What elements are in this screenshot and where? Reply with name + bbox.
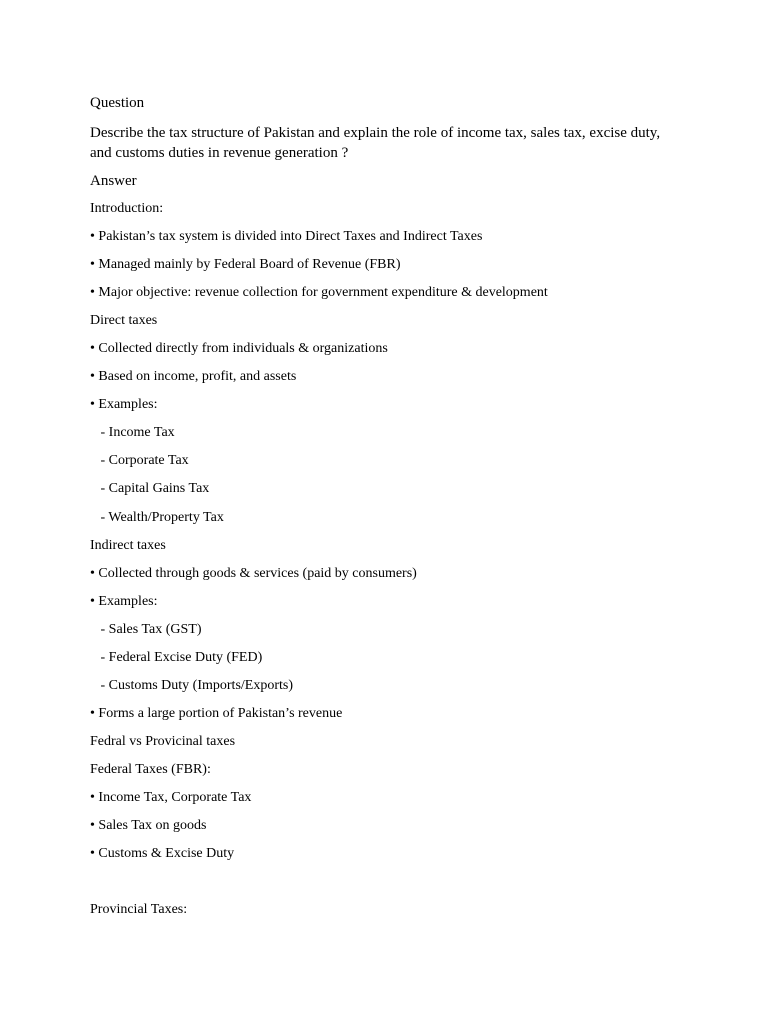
provincial-taxes-heading: Provincial Taxes: — [90, 902, 188, 917]
introduction-item: • Major objective: revenue collection for government expenditure & development — [90, 285, 548, 300]
direct-taxes-example: - Wealth/Property Tax — [90, 510, 224, 525]
federal-taxes-heading: Federal Taxes (FBR): — [90, 762, 211, 777]
indirect-taxes-heading: Indirect taxes — [90, 538, 166, 553]
direct-taxes-item: • Examples: — [90, 397, 158, 412]
indirect-taxes-item: • Collected through goods & services (paid by consumers) — [90, 566, 417, 581]
introduction-item: • Pakistan’s tax system is divided into Direct Taxes and Indirect Taxes — [90, 229, 483, 244]
indirect-taxes-item: • Forms a large portion of Pakistan’s revenue — [90, 706, 343, 721]
direct-taxes-item: • Collected directly from individuals & organizations — [90, 341, 388, 356]
indirect-taxes-example: - Customs Duty (Imports/Exports) — [90, 678, 293, 693]
question-text: Describe the tax structure of Pakistan and explain the role of income tax, sales tax, excise duty, and customs duties in revenue generation ? — [90, 125, 661, 161]
federal-taxes-item: • Income Tax, Corporate Tax — [90, 790, 252, 805]
answer-heading: Answer — [90, 173, 137, 189]
direct-taxes-example: - Capital Gains Tax — [90, 481, 210, 496]
direct-taxes-item: • Based on income, profit, and assets — [90, 369, 297, 384]
question-heading: Question — [90, 95, 145, 111]
indirect-taxes-example: - Federal Excise Duty (FED) — [90, 650, 263, 665]
indirect-taxes-example: - Sales Tax (GST) — [90, 622, 202, 637]
direct-taxes-example: - Corporate Tax — [90, 453, 189, 468]
introduction-item: • Managed mainly by Federal Board of Revenue (FBR) — [90, 257, 401, 272]
introduction-heading: Introduction: — [90, 201, 164, 216]
federal-vs-provincial-heading: Fedral vs Provicinal taxes — [90, 734, 236, 749]
federal-taxes-item: • Sales Tax on goods — [90, 818, 207, 833]
document-page — [90, 0, 690, 1024]
federal-taxes-item: • Customs & Excise Duty — [90, 846, 235, 861]
direct-taxes-heading: Direct taxes — [90, 313, 158, 328]
indirect-taxes-item: • Examples: — [90, 594, 158, 609]
direct-taxes-example: - Income Tax — [90, 425, 175, 440]
